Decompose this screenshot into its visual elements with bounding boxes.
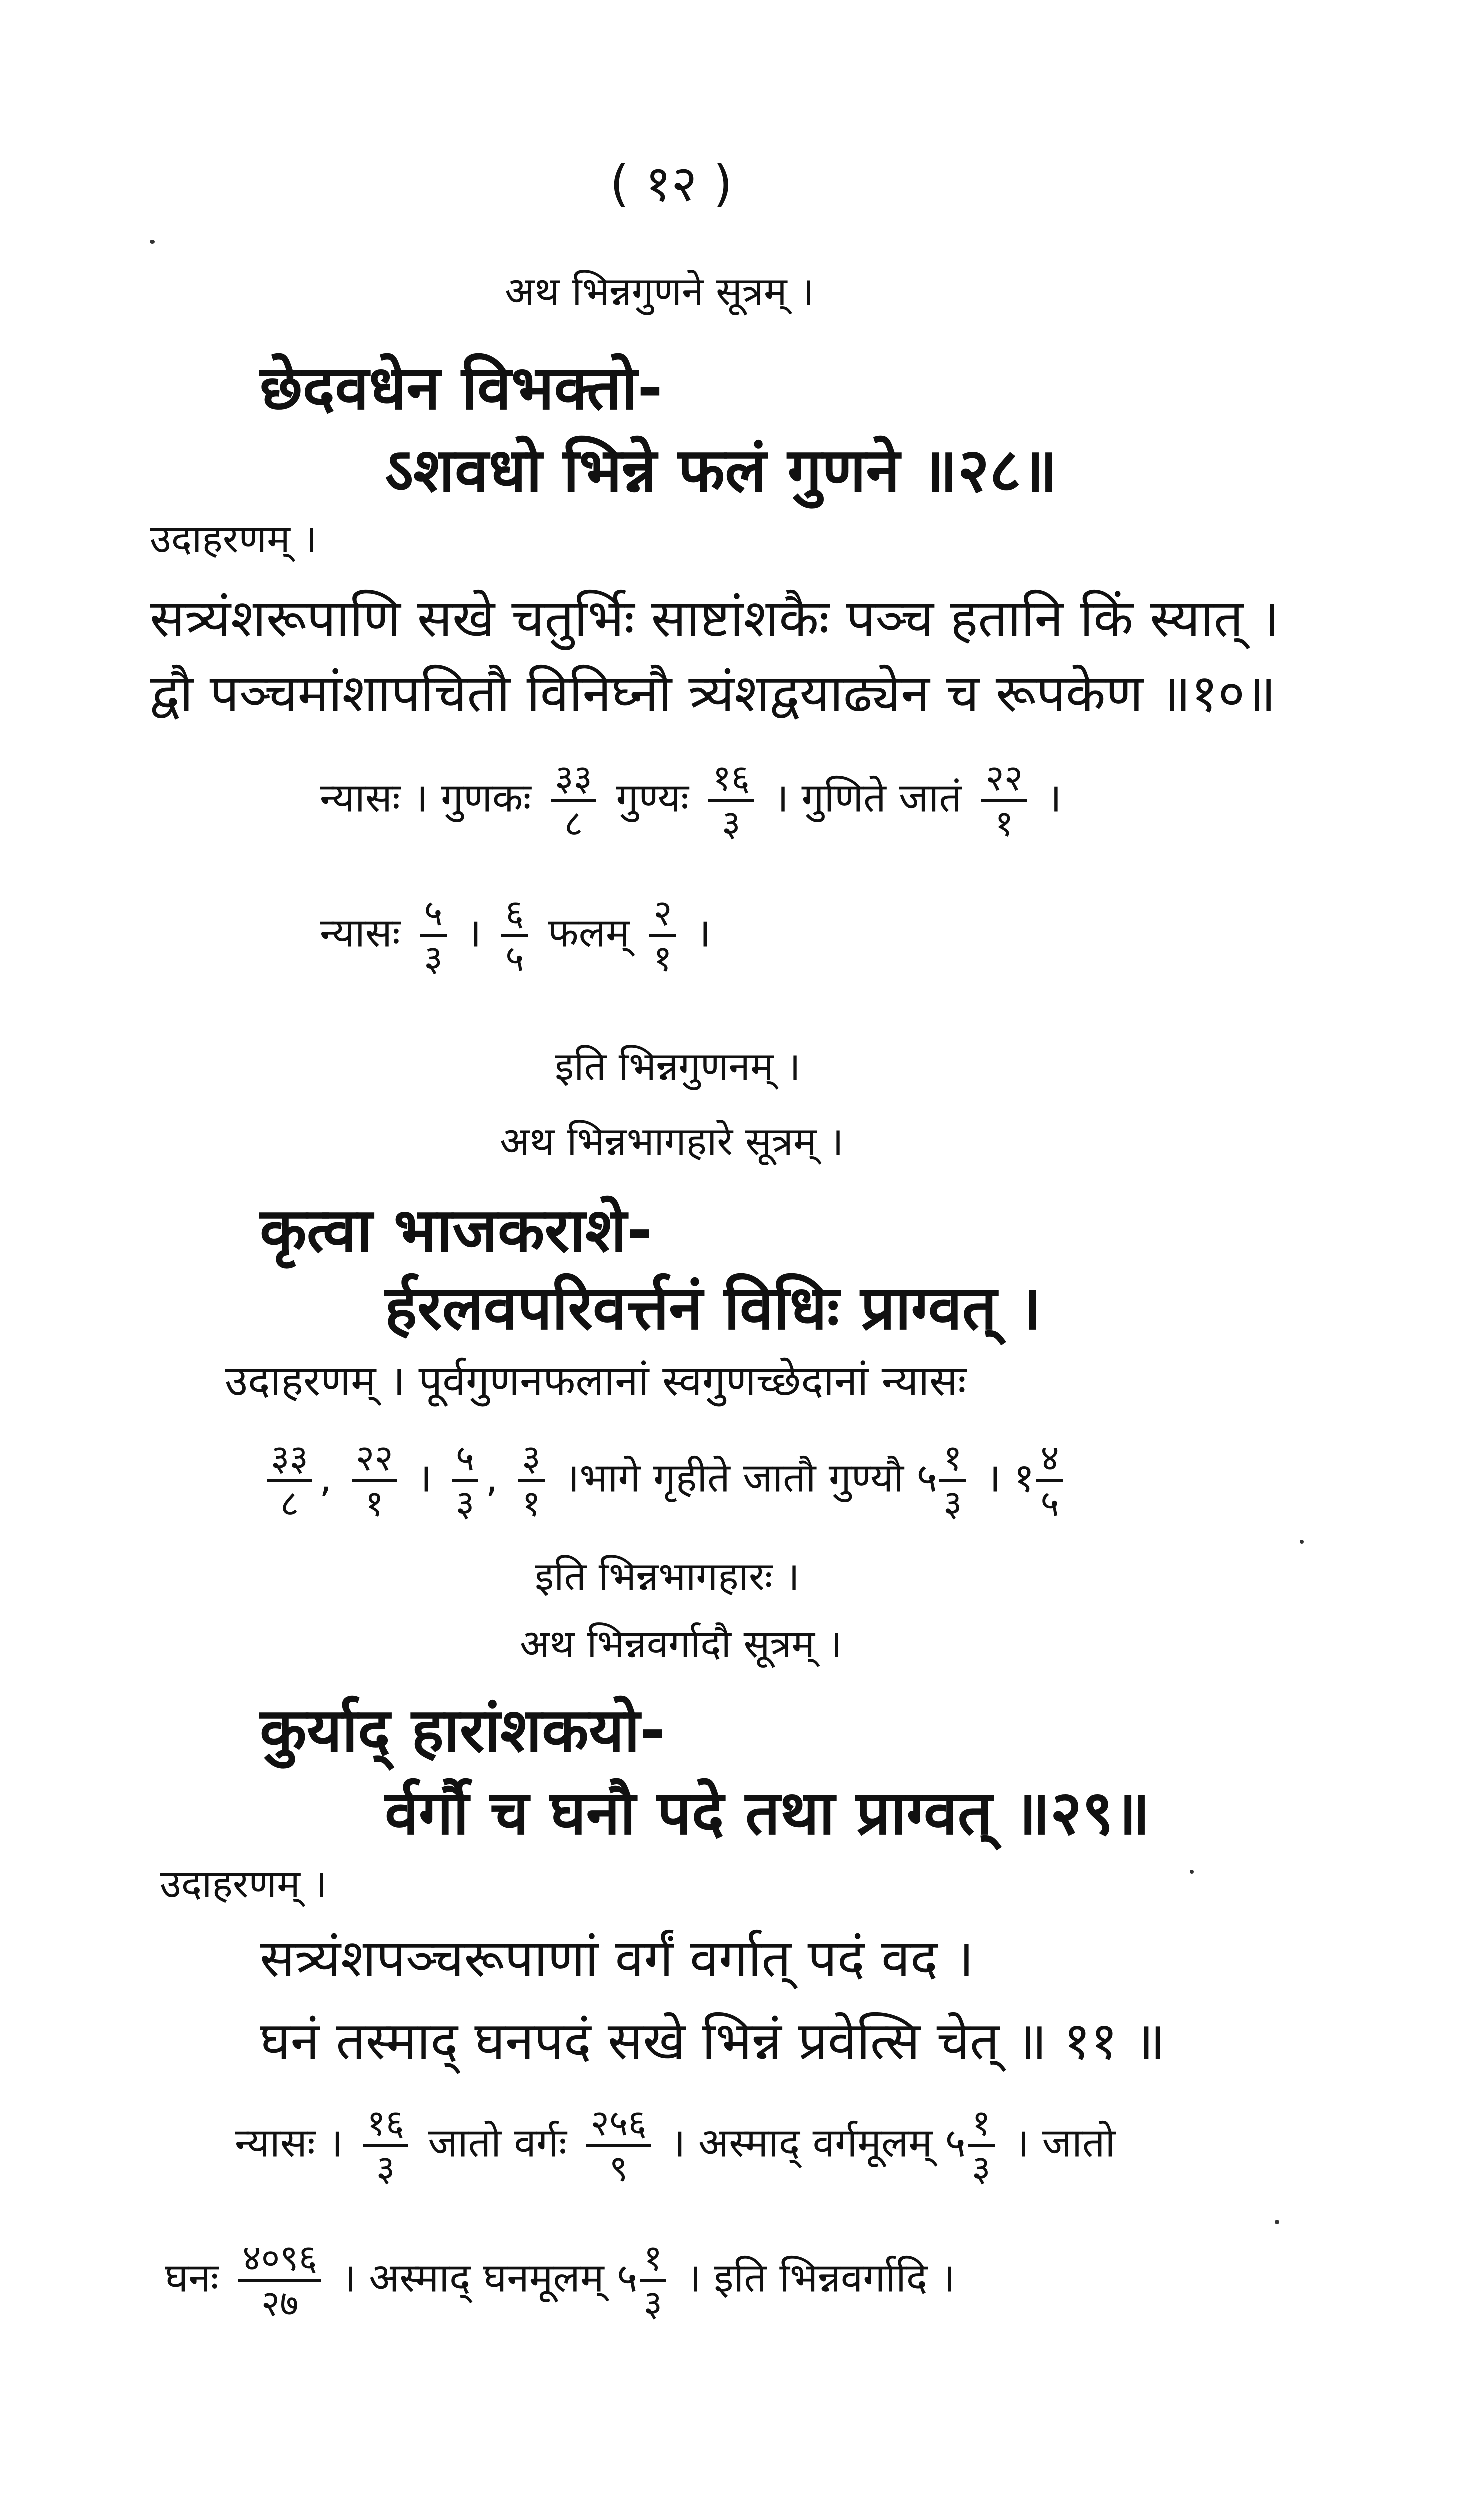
ghanamula-numerator: १: [640, 2240, 666, 2282]
line-end: ।: [696, 910, 711, 956]
fraction-1-numerator: ३३: [267, 1440, 312, 1482]
gunaka-label: गुणकः: [441, 774, 531, 822]
mixed-2-whole: १: [1013, 1454, 1035, 1502]
iti-bhagahara: इति भिन्नभागहारः ।: [535, 1554, 800, 1600]
fraction-2: [352, 1437, 397, 1524]
mixed-1-whole: ५: [916, 1454, 938, 1502]
nyasa-varga-line: [235, 2102, 1116, 2190]
line-end: । जातो: [1014, 2120, 1116, 2166]
sutra-2-line-1: कृत्वा भाजकराशे-: [260, 1195, 652, 1266]
vargamula-label: । अस्माद् वर्गमूलम्: [670, 2120, 933, 2166]
fraction-4: [518, 1437, 544, 1524]
section-heading-vargadi: अथ भिन्नवर्गादौ सूत्रम् ।: [520, 1622, 842, 1667]
ghanamula-whole: ५: [616, 2254, 638, 2302]
scan-speck: [1275, 2220, 1279, 2224]
vargamula-whole: ५: [945, 2120, 966, 2166]
result-label: । गुणिते जातं: [773, 774, 962, 822]
ghana-numerator: ४०९६: [238, 2240, 321, 2282]
fraction-c-denominator: १: [653, 938, 672, 980]
example-label: उदाहरणम् ।: [160, 1862, 328, 1907]
fraction-1: [267, 1437, 312, 1524]
fraction-4-numerator: ३: [518, 1440, 544, 1482]
example-verse-line-2: द्वौ पञ्चमांशापचितौ विनिघ्नौ त्र्यंशद्वयाढ्येन च रूपकेण ॥१०॥: [150, 663, 1276, 724]
fraction-4-denominator: १: [522, 1482, 541, 1524]
fraction-c-numerator: २: [649, 895, 676, 938]
separator: ।: [417, 1454, 432, 1502]
line-end: । इति भिन्नवर्गादि ।: [686, 2254, 956, 2302]
nyasa-example-2-line: [320, 892, 711, 980]
mixed-2-denominator: ५: [1040, 1482, 1059, 1524]
fraction-a-denominator: ३: [376, 2148, 395, 2190]
result-numerator: २२: [981, 760, 1027, 802]
ghana-denominator: २७: [261, 2282, 299, 2324]
comma: ,: [485, 1454, 498, 1502]
fraction-a-denominator: ३: [424, 938, 443, 980]
mixed-1-denominator: ३: [943, 1482, 962, 1524]
fraction-a-numerator: १६: [363, 2105, 408, 2148]
line-end: ।: [1046, 774, 1062, 822]
separator: ।: [986, 1454, 1001, 1502]
fraction-2-denominator: १: [365, 1482, 384, 1524]
fraction-b: [501, 892, 528, 980]
fraction-3-denominator: ३: [455, 1482, 475, 1524]
nyasa-gunana-line: [320, 757, 1062, 844]
page-number: ( १२ ): [610, 154, 733, 213]
example-label: उदाहरणम् ।: [150, 517, 318, 562]
ghana-label: घनः: [165, 2254, 219, 2302]
varga-label: जातो वर्गः: [428, 2120, 567, 2166]
mixed-1-fraction: [939, 1437, 966, 1524]
fraction-1-denominator: ८: [280, 1482, 299, 1524]
varga-denominator: ९: [609, 2148, 628, 2190]
nyasa-label: न्यासः ।: [235, 2120, 343, 2166]
ghanamula-denominator: ३: [643, 2282, 663, 2324]
fraction-3-numerator: ५: [452, 1440, 478, 1482]
section-heading-bhagahara: अथ भिन्नभागहारे सूत्रम् ।: [500, 1120, 844, 1164]
example-3-verse-line-2: घनं तस्माद् घनपदं सखे भिन्नं प्रवेत्सि चेत् ॥ ११ ॥: [260, 2010, 1166, 2072]
fraction-b-numerator: ६: [501, 895, 528, 938]
comma: ,: [319, 1454, 332, 1502]
mixed-2-fraction: [1036, 1437, 1063, 1524]
result-fraction: [981, 757, 1027, 844]
scan-speck: [150, 240, 155, 244]
gunya-fraction: [708, 757, 754, 844]
scan-speck: [1300, 1540, 1304, 1544]
sutra-29-line-1: कुर्याद् हारांशकयो-: [260, 1695, 665, 1766]
iti-gunanam: इति भिन्नगुणनम् ।: [555, 1044, 801, 1090]
fraction-a-numerator: ५: [420, 895, 446, 938]
ghanamula-label: । अस्माद् घनमूलम्: [341, 2254, 604, 2302]
mixed-2-numerator: ४: [1036, 1440, 1063, 1482]
gunya-label: गुण्यः: [616, 774, 689, 822]
fraction-a: [363, 2102, 408, 2190]
gunaka-fraction: [551, 757, 596, 844]
mixed-1-numerator: १: [939, 1440, 966, 1482]
result-denominator: १: [995, 802, 1014, 844]
sutra-28-line-2: ऽशवधो भिन्ने फलं गुणने ॥२८॥: [385, 435, 1058, 506]
example-2-intro: उदाहरणम् । पूर्वगुणनफलानां स्वगुणच्छेदानां न्यासः: [225, 1356, 966, 1406]
example-3-verse-line-1: सत्र्यंशपञ्चरूपाणां वर्गं वर्गात् पदं वद ।: [260, 1928, 974, 1989]
phalam-label: फलम्: [547, 910, 630, 956]
fraction-2-numerator: २२: [352, 1440, 397, 1482]
varga-numerator: २५६: [586, 2105, 650, 2148]
sutra-28-line-1: छेदवधेन विभक्तो-: [260, 352, 663, 424]
fraction-a: [420, 892, 446, 980]
sutra-29-line-2: र्वर्गौ च घनौ पदे तथा प्राग्वत् ॥२९॥: [385, 1778, 1150, 1848]
nyasa-label: न्यासः ।: [320, 774, 428, 822]
gunaka-denominator: ८: [564, 802, 583, 844]
example-verse-line-1: सत्र्यंशरूपाणि सखे चतुर्भिः साष्टांशकैः पञ्च हतानि किं स्यात् ।: [150, 588, 1280, 649]
fraction-3: [452, 1437, 478, 1524]
vargamula-fraction: [968, 2102, 994, 2190]
sutra-2-line-2: र्हरलवपरिवर्त्तनं विधिः प्राग्वत् ।: [385, 1272, 1041, 1344]
separator: ।: [466, 910, 482, 956]
varga-fraction: [586, 2102, 650, 2190]
ghanamula-fraction: [640, 2237, 666, 2324]
fraction-b-denominator: ५: [505, 938, 524, 980]
scan-speck: [1190, 1870, 1194, 1874]
ghana-fraction: [238, 2237, 321, 2324]
vargamula-denominator: ३: [972, 2148, 991, 2190]
ghana-line: [165, 2237, 956, 2324]
vargamula-numerator: १: [968, 2105, 994, 2148]
fraction-c: [649, 892, 676, 980]
nyasa-label: न्यासः: [320, 910, 400, 956]
section-heading-gunana: अथ भिन्नगुणने सूत्रम् ।: [505, 270, 814, 314]
division-text: ।भागे गृहीते जातौ गुण्यौ: [564, 1454, 904, 1502]
gunya-numerator: १६: [708, 760, 754, 802]
gunaka-numerator: ३३: [551, 760, 596, 802]
example-2-fractions-line: [260, 1437, 1070, 1524]
gunya-denominator: ३: [722, 802, 741, 844]
